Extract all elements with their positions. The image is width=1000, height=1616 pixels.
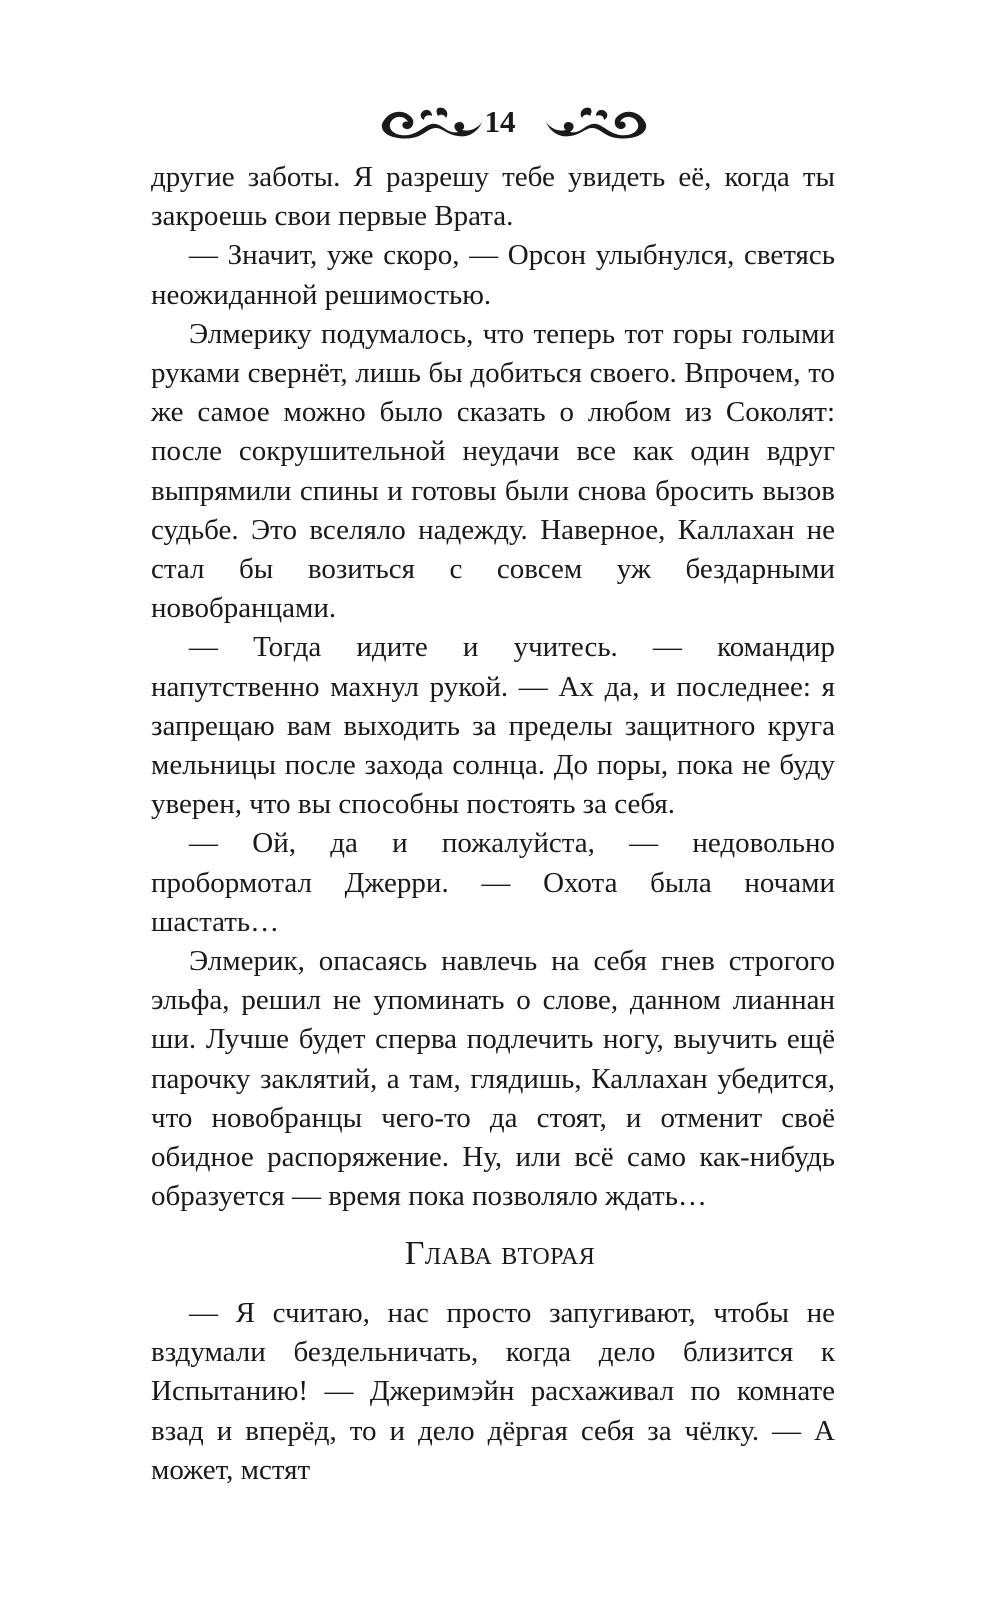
- paragraph: — Я считаю, нас просто запугивают, чтобы не вздумали бездельничать, когда дело близится к Испытанию! — Джеримэйн расхаживал по комнате взад и вперёд, то и дело дёргая себя за чёлку. — А может, мстят: [151, 1297, 835, 1486]
- page-header: [0, 92, 1000, 152]
- paragraph: другие заботы. Я разрешу тебе увидеть её, когда ты закроешь свои первые Врата.: [151, 161, 835, 233]
- paragraph: — Значит, уже скоро, — Орсон улыбнулся, светясь неожиданной решимостью.: [151, 239, 835, 311]
- page-number: 14: [484, 104, 516, 139]
- body-text: [151, 158, 835, 1216]
- paragraph: — Ой, да и пожалуйста, — недовольно пробормотал Джерри. — Охота была ночами шастать…: [151, 827, 835, 938]
- paragraph: Элмерик, опасаясь навлечь на себя гнев строгого эльфа, решил не упоминать о слове, данном лианнан ши. Лучше будет сперва подлечить ногу, выучить ещё парочку заклятий, а там, глядишь, Каллахан убедится, что новобранцы чего-то да стоят, и отменит своё обидное распоряжение. Ну, или всё само как-нибудь образуется — время пока позволяло ждать…: [151, 945, 835, 1213]
- paragraph: — Тогда идите и учитесь. — командир напутственно махнул рукой. — Ах да, и последнее: я запрещаю вам выходить за пределы защитного круга мельницы после захода солнца. До поры, пока не буду уверен, что вы способны постоять за себя.: [151, 631, 835, 821]
- chapter-title: Глава вторая: [404, 1235, 596, 1272]
- chapter-body-text: [151, 1294, 835, 1490]
- paragraph: Элмерику подумалось, что теперь тот горы голыми руками свернёт, лишь бы добиться своего. Впрочем, то же самое можно было сказать о любом из Соколят: после сокрушительной неудачи все как один вдруг выпрямили спины и готовы были снова бросить вызов судьбе. Это вселяло надежду. Наверное, Каллахан не стал бы возиться с совсем уж бездарными новобранцами.: [151, 317, 835, 625]
- right-flourish-ornament-icon: [540, 102, 650, 142]
